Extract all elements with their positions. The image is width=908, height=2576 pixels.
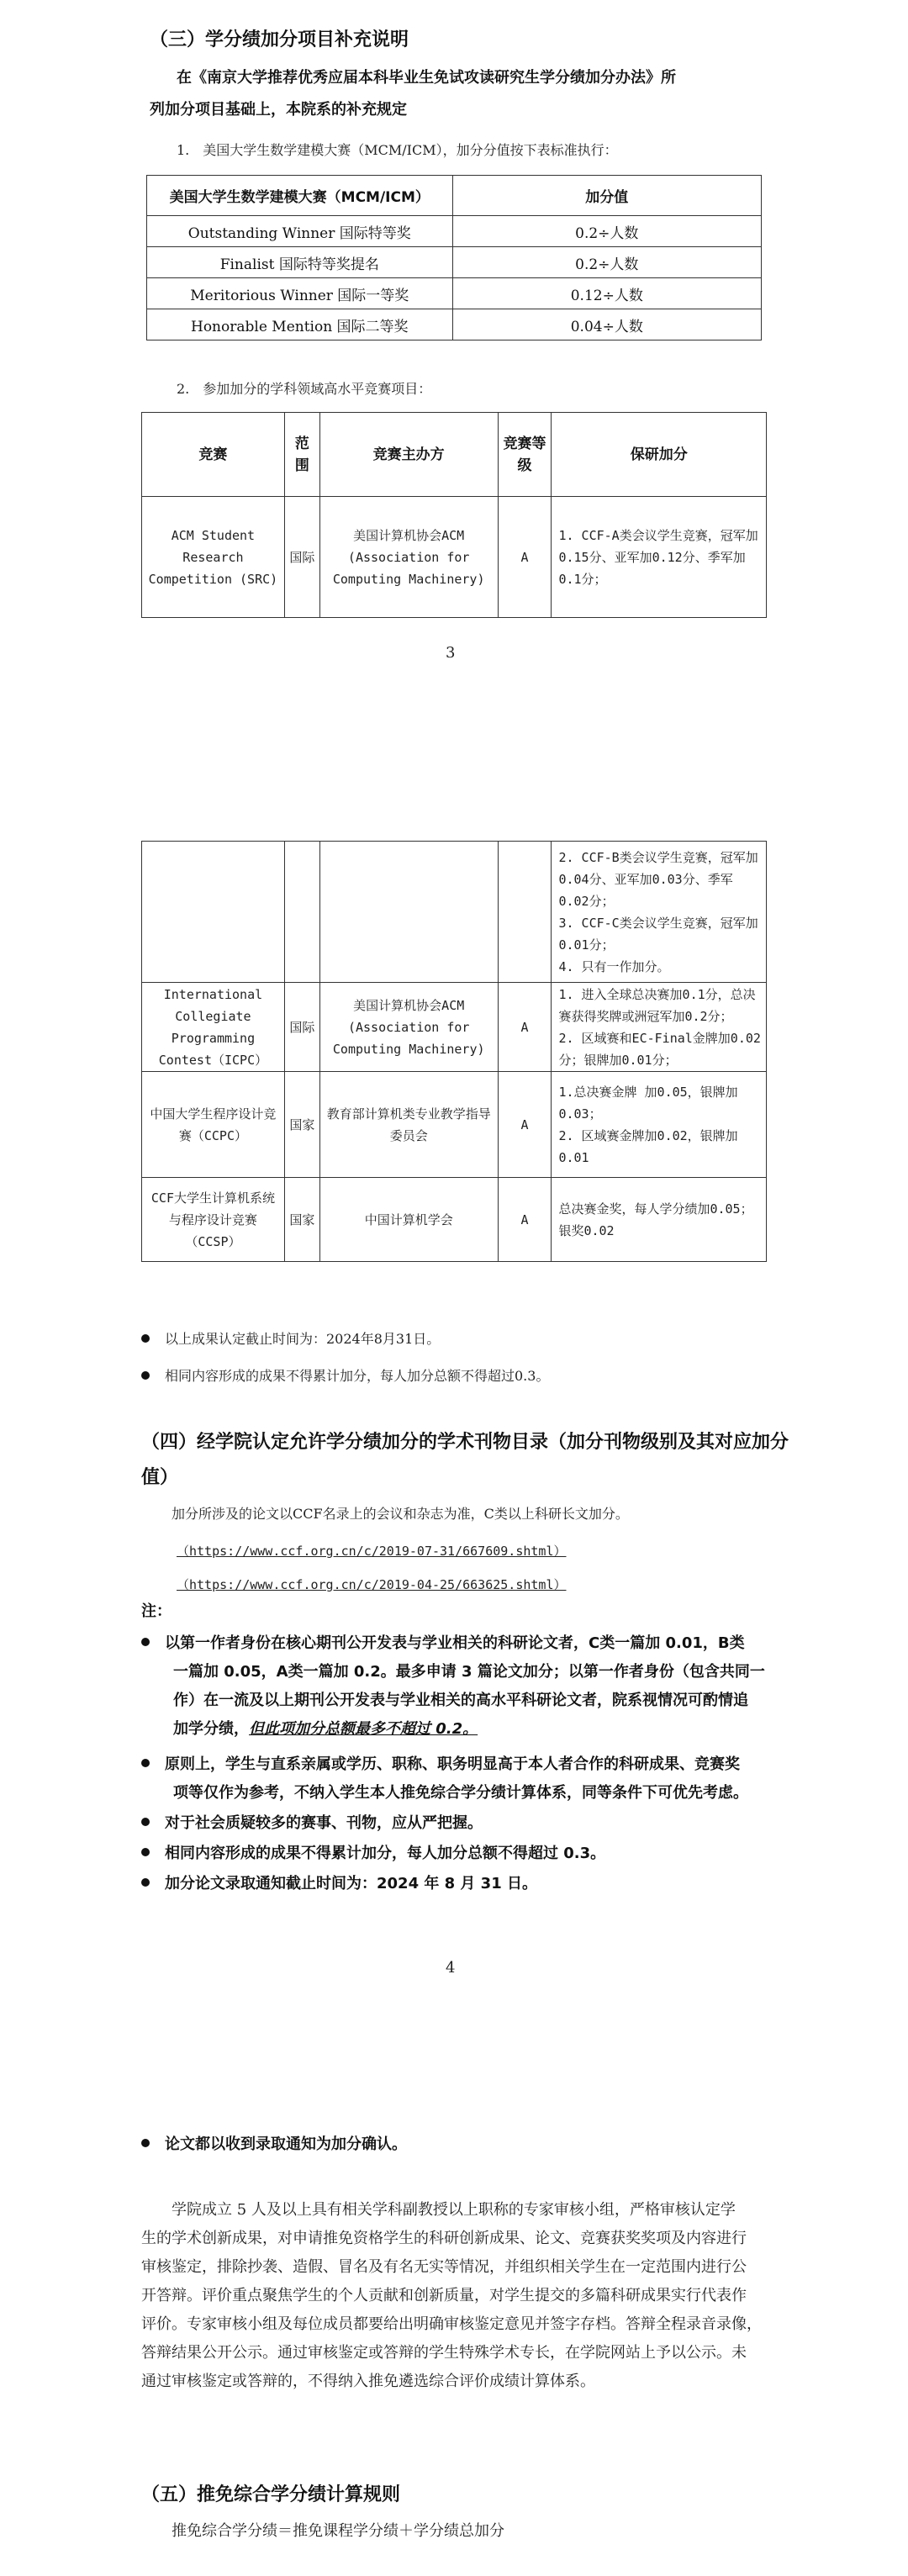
section3-item1: 1. 美国大学生数学建模大赛（MCM/ICM），加分分值按下表标准执行： (177, 142, 618, 158)
section3-item2: 2. 参加加分的学科领域高水平竞赛项目： (177, 381, 432, 397)
bullet-item: 以上成果认定截止时间为：2024年8月31日。 (141, 1328, 440, 1348)
comp-bonus: 1.总决赛金牌 加0.05，银牌加0.03； 2. 区域赛金牌加0.02，银牌加0.01 (552, 1072, 767, 1178)
comp-scope: 国际 (284, 497, 319, 618)
comp-bonus: 总决赛金奖，每人学分绩加0.05；银奖0.02 (552, 1178, 767, 1262)
mcm-value: 0.2÷人数 (452, 216, 761, 247)
competition-table (141, 412, 767, 618)
mcm-value: 0.2÷人数 (452, 247, 761, 278)
review-paragraph: 学院成立 5 人及以上具有相关学科副教授以上职称的专家审核小组，严格审核认定学 生的学术创新成果，对申请推免资格学生的科研创新成果、论文、竞赛获奖奖项及内容进行 审核鉴定，排除抄袭、造假、冒名及有名无实等情况，并组织相关学生在一定范围内进行公 开答辩。评价重点聚焦学生的个人贡献和创新质量，对学生提交的多篇科研成果实行代表作 评价。专家审核小组及每位成员都要给出明确审核鉴定意见并签字存档。答辩全程录音录像， 答辩结果公开公示。通过审核鉴定或答辩的学生特殊学术专长，在学院网站上予以公示。未 通过审核鉴定或答辩的，不得纳入推免遴选综合评价成绩计算体系。 (141, 2201, 762, 2390)
mcm-award: Outstanding Winner 国际特等奖 (147, 216, 453, 247)
comp-level: A (498, 983, 552, 1072)
comp-header-bonus: 保研加分 (552, 413, 767, 497)
section3-intro-line1: 在《南京大学推荐优秀应届本科毕业生免试攻读研究生学分绩加分办法》所 (177, 69, 676, 87)
table-row (142, 1072, 767, 1178)
bullet-icon (141, 1878, 150, 1887)
table-row (142, 497, 767, 618)
note-2: 原则上，学生与直系亲属或学历、职称、职务明显高于本人者合作的科研成果、竞赛奖 项等仅作为参考，不纳入学生本人推免综合学分绩计算体系，同等条件下可优先考虑。 (141, 1750, 780, 1808)
comp-bonus: 1. CCF-A类会议学生竞赛，冠军加0.15分、亚军加0.12分、季军加0.1分； (552, 497, 767, 618)
section3-title: （三）学分绩加分项目补充说明 (150, 29, 409, 50)
comp-scope: 国际 (284, 983, 319, 1072)
section4-intro: 加分所涉及的论文以CCF名录上的会议和杂志为准，C类以上科研长文加分。 (172, 1506, 629, 1522)
bullet-item: 相同内容形成的成果不得累计加分，每人加分总额不得超过0.3。 (141, 1365, 549, 1385)
comp-level: A (498, 1072, 552, 1178)
comp-bonus: 1. 进入全球总决赛加0.1分，总决赛获得奖牌或洲冠军加0.2分； 2. 区域赛和EC-Final金牌加0.02分；银牌加0.01分； (552, 983, 767, 1072)
bullet-icon (141, 1334, 150, 1343)
table-row (147, 216, 762, 247)
table-row (142, 842, 767, 983)
table-row (147, 309, 762, 340)
comp-header-scope: 范围 (284, 413, 319, 497)
bullet-icon (141, 1638, 150, 1646)
comp-scope: 国家 (284, 1072, 319, 1178)
ccf-link-1[interactable]: （https://www.ccf.org.cn/c/2019-07-31/667609.shtml） (177, 1544, 567, 1559)
comp-bonus: 2. CCF-B类会议学生竞赛，冠军加0.04分、亚军加0.03分、季军0.02分； 3. CCF-C类会议学生竞赛，冠军加0.01分； 4. 只有一作加分。 (552, 842, 767, 983)
note-emphasis: 但此项加分总额最多不超过 0.2。 (249, 1720, 478, 1738)
note-1: 以第一作者身份在核心期刊公开发表与学业相关的科研论文者，C类一篇加 0.01，B类 一篇加 0.05，A类一篇加 0.2。最多申请 3 篇论文加分；以第一作者身份（包含共同一 作）在一流及以上期刊公开发表与学业相关的高水平科研论文者，院系视情况可酌情追 加学分绩，但此项加分总额最多不超过 0.2。 (141, 1629, 780, 1744)
page-number-4: 4 (446, 1959, 456, 1977)
comp-name: International Collegiate Programming Contest（ICPC） (142, 983, 285, 1072)
mcm-table (146, 175, 762, 340)
comp-name: CCF大学生计算机系统与程序设计竞赛（CCSP） (142, 1178, 285, 1262)
mcm-award: Finalist 国际特等奖提名 (147, 247, 453, 278)
section5-title: （五）推免综合学分绩计算规则 (141, 2484, 401, 2505)
comp-host: 教育部计算机类专业教学指导委员会 (319, 1072, 498, 1178)
note-4: 相同内容形成的成果不得累计加分，每人加分总额不得超过 0.3。 (141, 1840, 605, 1868)
page-number-3: 3 (446, 644, 456, 662)
bullet-icon (141, 1759, 150, 1767)
mcm-header-value: 加分值 (452, 176, 761, 216)
comp-header-level: 竞赛等级 (498, 413, 552, 497)
section3-intro-line2: 列加分项目基础上，本院系的补充规定 (150, 101, 407, 119)
bullet-icon (141, 1371, 150, 1380)
page5-bullet: 论文都以收到录取通知为加分确认。 (141, 2130, 407, 2159)
competition-table-continued (141, 841, 767, 1262)
comp-name: 中国大学生程序设计竞赛（CCPC） (142, 1072, 285, 1178)
comp-name: ACM Student Research Competition (SRC) (142, 497, 285, 618)
mcm-award: Honorable Mention 国际二等奖 (147, 309, 453, 340)
bullet-icon (141, 1848, 150, 1856)
bullet-icon (141, 2139, 150, 2147)
mcm-header-name: 美国大学生数学建模大赛（MCM/ICM） (147, 176, 453, 216)
table-row (147, 278, 762, 309)
mcm-value: 0.12÷人数 (452, 278, 761, 309)
mcm-award: Meritorious Winner 国际一等奖 (147, 278, 453, 309)
mcm-value: 0.04÷人数 (452, 309, 761, 340)
comp-level: A (498, 1178, 552, 1262)
comp-header-host: 竞赛主办方 (319, 413, 498, 497)
table-row (147, 247, 762, 278)
section4-title-line2: 值） (141, 1467, 179, 1488)
section4-title-line1: （四）经学院认定允许学分绩加分的学术刊物目录（加分刊物级别及其对应加分 (141, 1432, 789, 1453)
comp-header-name: 竞赛 (142, 413, 285, 497)
table-row (142, 1178, 767, 1262)
comp-scope: 国家 (284, 1178, 319, 1262)
ccf-link-2[interactable]: （https://www.ccf.org.cn/c/2019-04-25/663625.shtml） (177, 1577, 567, 1592)
comp-host: 美国计算机协会ACM (Association for Computing Machinery) (319, 983, 498, 1072)
table-row (142, 983, 767, 1072)
comp-host: 中国计算机学会 (319, 1178, 498, 1262)
note-label: 注： (141, 1602, 172, 1620)
bullet-icon (141, 1818, 150, 1826)
note-3: 对于社会质疑较多的赛事、刊物，应从严把握。 (141, 1809, 483, 1838)
section5-formula: 推免综合学分绩＝推免课程学分绩＋学分绩总加分 (172, 2522, 504, 2540)
comp-level: A (498, 497, 552, 618)
note-5: 加分论文录取通知截止时间为：2024 年 8 月 31 日。 (141, 1870, 537, 1898)
comp-host: 美国计算机协会ACM (Association for Computing Machinery) (319, 497, 498, 618)
